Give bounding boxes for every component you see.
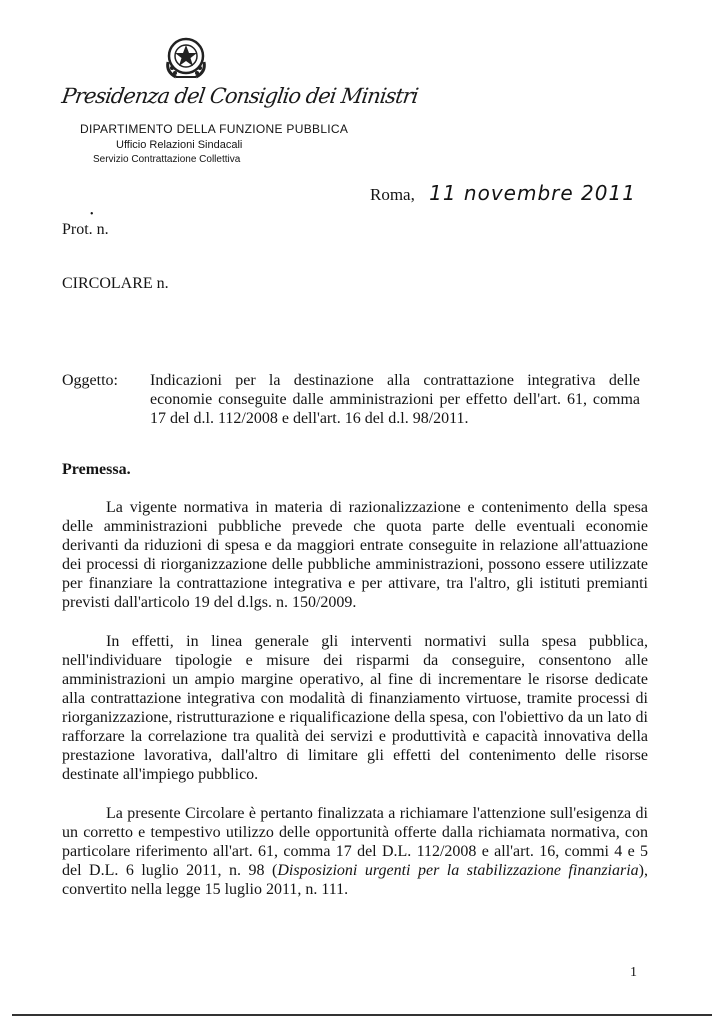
circular-number: CIRCOLARE n. [62, 275, 169, 292]
stray-mark: • [90, 209, 94, 220]
italian-republic-emblem-icon [162, 32, 210, 82]
date-place: Roma, [370, 185, 415, 204]
paragraph-2: In effetti, in linea generale gli interventi normativi sulla spesa pubblica, nell'individuare tipologie e misure dei risparmi da conseguire, consentono alle amministrazioni un ampio margine operativo, al fine di incrementare le risorse dedicate alla contrattazione integrativa con modalità di finanziamento virtuose, tramite processi di riorganizzazione, ristrutturazione e riqualificazione della spesa, con l'obiettivo da un lato di rafforzare la correlazione tra qualità dei servizi e produttività e capacità innovativa della prestazione lavorativa, dall'altro di limitare gli effetti del contenimento delle risorse destinate all'impiego pubblico. [62, 633, 648, 783]
subject-block [62, 371, 648, 428]
paragraph-3 [62, 804, 648, 899]
subject-text: Indicazioni per la destinazione alla contrattazione integrativa delle economie conseguite dalle amministrazioni per effetto dell'art. 61, comma 17 del d.l. 112/2008 e dell'art. 16 del d.l. 98/2011. [150, 372, 640, 427]
page-number: 1 [630, 965, 637, 980]
paragraph-3-start: La presente Circolare è pertanto finalizzata a richiamare l'attenzione sull'esigenza di un corretto e tempestivo utilizzo delle opportunità offerte dalla richiamata normativa, con particolare riferimento all'art. 61, comma 17 del D.L. 112/2008 e all'art. 16, commi 4 e 5 del D.L. 6 luglio 2011, n. 98 ( [62, 805, 648, 879]
protocol-number: Prot. n. [62, 221, 109, 238]
decree-title-italic: Disposizioni urgenti per la stabilizzazione finanziaria [277, 862, 639, 879]
footer-rule [12, 1014, 712, 1016]
office-name: Ufficio Relazioni Sindacali [116, 139, 243, 151]
paragraph-1: La vigente normativa in materia di razionalizzazione e contenimento della spesa delle amministrazioni pubbliche prevede che quota parte delle eventuali economie derivanti da riduzioni di spesa e da maggiori entrate conseguite in relazione all'attuazione dei processi di riorganizzazione delle pubbliche amministrazioni, possono essere utilizzate per finanziare la contrattazione integrativa e per attivare, tra l'altro, gli istituti premianti previsti dall'articolo 19 del d.lgs. n. 150/2009. [62, 499, 648, 611]
subject-label: Oggetto: [62, 372, 118, 389]
date-line [370, 181, 636, 205]
department-name: DIPARTIMENTO DELLA FUNZIONE PUBBLICA [80, 122, 349, 136]
handwritten-date: 11 novembre 2011 [429, 181, 636, 205]
paragraph-3-end: ), convertito nella legge 15 luglio 2011, n. 111. [62, 862, 648, 898]
service-name: Servizio Contrattazione Collettiva [93, 154, 241, 165]
presidency-signature-heading: Presidenza del Consiglio dei Ministri [60, 84, 420, 108]
section-heading: Premessa. [62, 461, 131, 478]
